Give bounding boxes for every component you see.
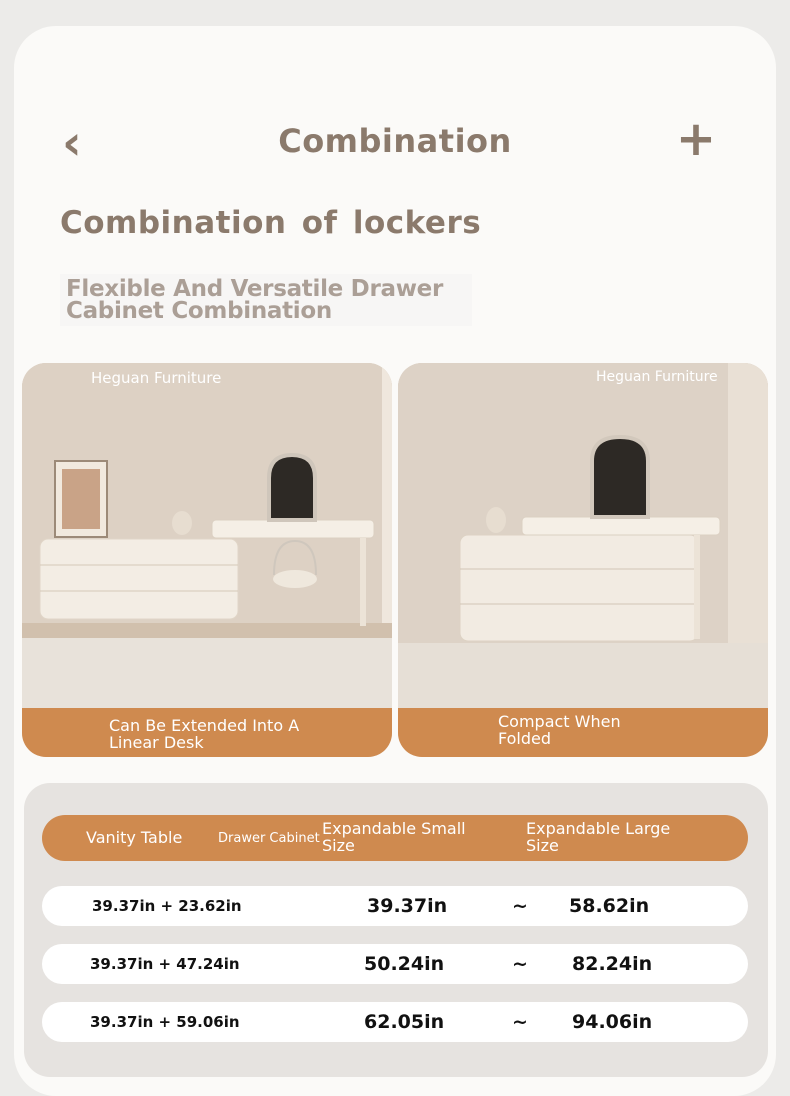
section-subtitle xyxy=(60,274,472,326)
range-separator: ~ xyxy=(512,1011,528,1033)
small-size-cell: 39.37in xyxy=(367,895,448,917)
header-expandable-large xyxy=(526,820,670,854)
table-row xyxy=(42,944,748,984)
range-separator: ~ xyxy=(512,895,528,917)
photo-caption xyxy=(498,713,621,747)
header-small-line-2: Size xyxy=(322,836,355,855)
header-small-line-1: Expandable Small xyxy=(322,819,466,838)
table-row xyxy=(42,1002,748,1042)
header-drawer-cabinet: Drawer Cabinet xyxy=(218,831,320,846)
large-size-cell: 82.24in xyxy=(572,953,653,975)
combo-cell: 39.37in + 47.24in xyxy=(90,955,240,973)
header-vanity-table: Vanity Table xyxy=(86,828,183,847)
extended-desk-scene-image xyxy=(22,363,392,708)
photo-caption xyxy=(109,717,299,751)
table-row xyxy=(42,886,748,926)
subtitle-line-2: Cabinet Combination xyxy=(66,298,332,324)
extended-desk-photo-card xyxy=(22,363,392,757)
caption-line-1: Compact When xyxy=(498,712,621,731)
combo-cell: 39.37in + 23.62in xyxy=(92,897,242,915)
back-icon[interactable]: ‹ xyxy=(62,115,82,171)
brand-watermark: Heguan Furniture xyxy=(91,369,222,387)
large-size-cell: 58.62in xyxy=(569,895,650,917)
page-title: Combination xyxy=(278,122,512,160)
small-size-cell: 50.24in xyxy=(364,953,445,975)
table-header xyxy=(42,815,748,861)
header-large-line-1: Expandable Large xyxy=(526,819,671,838)
section-title: Combination of lockers xyxy=(60,205,482,241)
combo-cell: 39.37in + 59.06in xyxy=(90,1013,240,1031)
brand-watermark: Heguan Furniture xyxy=(596,369,718,385)
subtitle-line-1: Flexible And Versatile Drawer xyxy=(66,276,444,302)
caption-line-1: Can Be Extended Into A xyxy=(109,716,300,735)
header-expandable-small xyxy=(322,820,466,854)
caption-line-2: Folded xyxy=(498,729,552,748)
folded-desk-scene-image xyxy=(398,363,768,708)
folded-desk-photo-card xyxy=(398,363,768,757)
range-separator: ~ xyxy=(512,953,528,975)
header-large-line-2: Size xyxy=(526,836,559,855)
small-size-cell: 62.05in xyxy=(364,1011,445,1033)
caption-line-2: Linear Desk xyxy=(109,733,204,752)
add-icon[interactable]: + xyxy=(675,111,717,167)
large-size-cell: 94.06in xyxy=(572,1011,653,1033)
